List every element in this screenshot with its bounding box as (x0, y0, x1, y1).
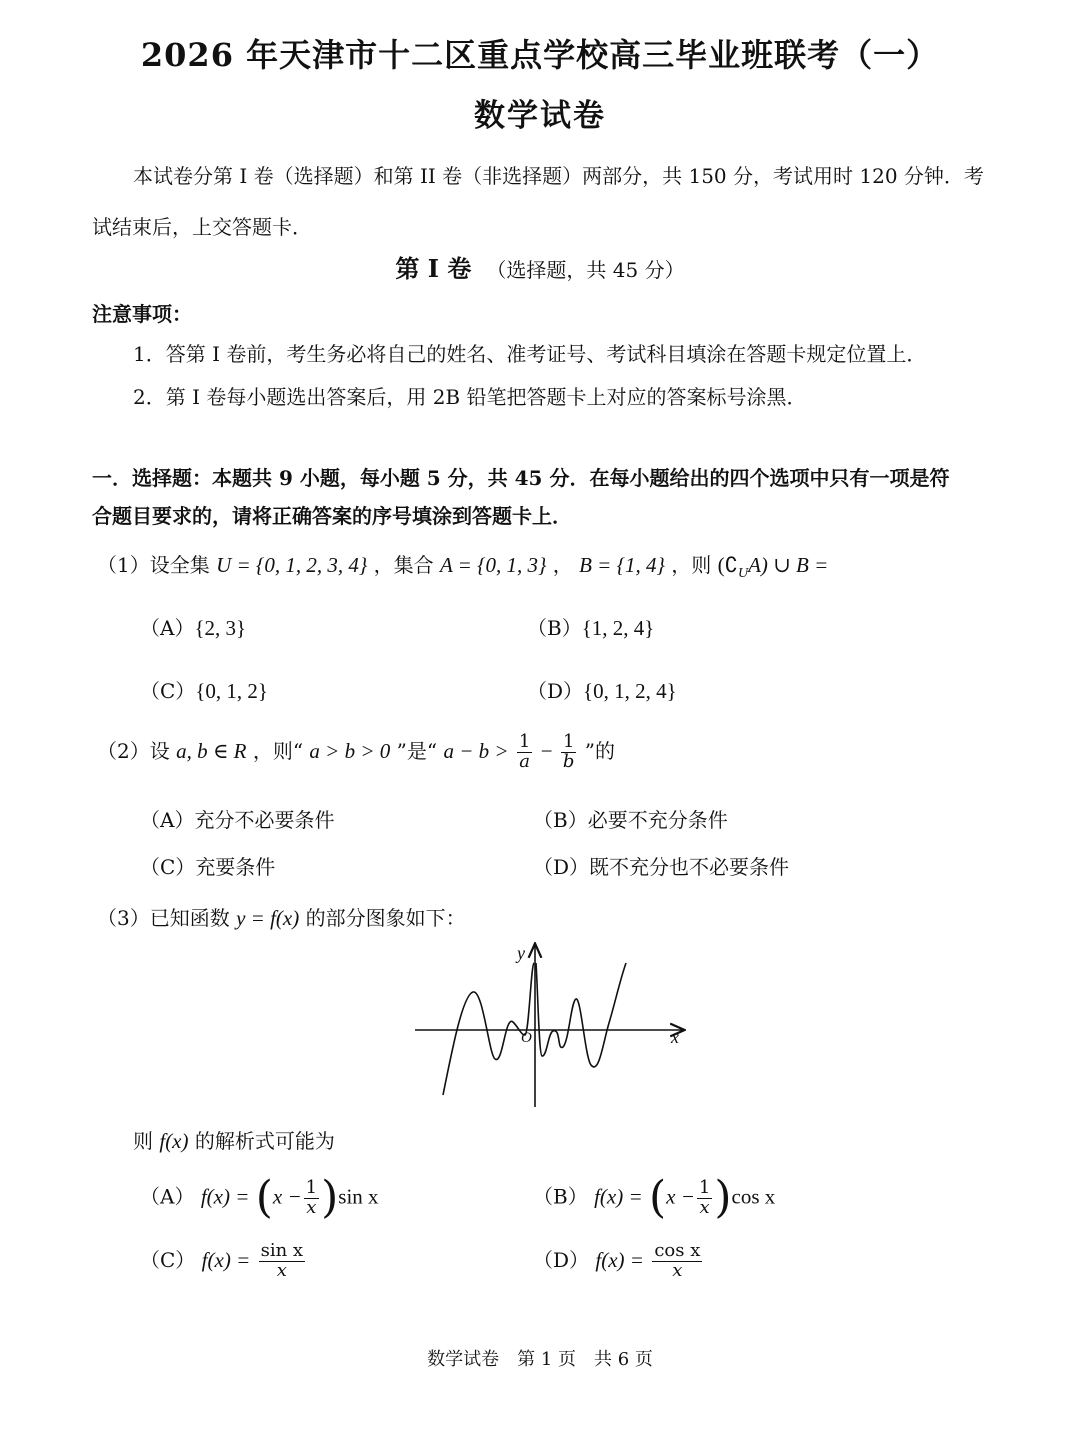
q3-stem (97, 902, 466, 931)
q2-label: （2）设 (97, 738, 170, 763)
q2-cond1: a > b > 0 (309, 738, 391, 763)
option-lhs: f(x) = (201, 1247, 251, 1272)
q1-sep: ， (552, 553, 573, 577)
option-fraction (259, 1242, 305, 1281)
q2-minus: − (540, 738, 553, 763)
left-paren: ( (648, 1172, 667, 1223)
q2-cond2-head: a − b > (443, 738, 509, 763)
option-lhs: f(x) = (594, 1184, 643, 1209)
q2-option-d[interactable] (533, 851, 789, 880)
option-label: （C） (140, 679, 196, 703)
section1-line-1: 一．选择题：本题共 9 小题，每小题 5 分，共 45 分．在每小题给出的四个选项中只有一项是符 (92, 466, 950, 490)
q3-tail: 的部分图象如下： (305, 906, 466, 930)
q3-func: y = f(x) (236, 906, 300, 930)
fraction-denominator: x (306, 1196, 317, 1218)
option-value: 充分不必要条件 (194, 808, 335, 832)
q2-fraction-2 (561, 733, 577, 772)
q1-mid: ，集合 (373, 553, 434, 577)
exam-subtitle: 数学试卷 (474, 98, 606, 134)
option-value: {2, 3} (194, 616, 247, 640)
option-label: （A） (140, 1184, 195, 1209)
fraction-numerator: 1 (305, 1176, 318, 1198)
q2-then: ，则“ (252, 738, 304, 763)
part1-heading-note: （选择题，共 45 分） (486, 258, 685, 282)
notice-item-2: 2．第 I 卷每小题选出答案后，用 2B 铅笔把答题卡上对应的答案标号涂黑． (133, 385, 807, 409)
q1-expr-sub: U (737, 566, 749, 582)
q3-function-graph (405, 935, 695, 1115)
q1-expr (717, 553, 829, 582)
option-value: 必要不充分条件 (587, 808, 728, 832)
q1-a-set: A = {0, 1, 3} (439, 553, 547, 577)
fraction-numerator: 1 (518, 731, 531, 752)
option-label: （D） (533, 1247, 590, 1272)
option-inner: x − (666, 1184, 695, 1209)
y-axis-label: y (517, 943, 525, 963)
q2-vars: a, b ∈ R (176, 738, 247, 763)
function-curve-left (443, 963, 534, 1095)
notice-title: 注意事项： (92, 302, 192, 326)
q3-option-c[interactable] (140, 1242, 307, 1281)
q3-label: （3）已知函数 (97, 906, 230, 930)
option-fraction (304, 1176, 319, 1218)
option-label: （D） (533, 855, 590, 879)
x-axis-label: x (671, 1027, 679, 1047)
part1-heading-title: 第 I 卷 (395, 254, 472, 283)
q1-then: ，则 (671, 553, 712, 577)
option-label: （C） (140, 855, 196, 879)
q1-b-set: B = {1, 4} (579, 553, 665, 577)
q1-u-set: U = {0, 1, 2, 3, 4} (216, 553, 368, 577)
option-label: （C） (140, 1247, 196, 1272)
option-lhs: f(x) = (595, 1247, 644, 1272)
q1-expr-head: (∁ (717, 553, 738, 577)
q1-option-d[interactable] (527, 675, 677, 704)
option-value: {0, 1, 2, 4} (583, 679, 677, 703)
option-fraction (697, 1176, 712, 1218)
left-paren: ( (255, 1172, 273, 1223)
fraction-denominator: b (562, 750, 575, 772)
q2-mid: ”是“ (396, 738, 438, 763)
q3-prompt-tail: 的解析式可能为 (194, 1129, 335, 1153)
option-label: （B） (527, 616, 582, 640)
right-paren: ) (714, 1172, 732, 1223)
fraction-denominator: a (519, 750, 530, 772)
fraction-numerator: 1 (562, 731, 575, 752)
option-trig: cos x (731, 1184, 776, 1209)
q2-option-c[interactable] (140, 851, 275, 880)
option-value: {0, 1, 2} (195, 679, 268, 703)
q1-stem (97, 549, 828, 582)
fraction-denominator: x (699, 1196, 710, 1218)
origin-label: O (521, 1030, 532, 1046)
option-fraction (652, 1242, 702, 1281)
q3-option-b[interactable] (533, 1172, 776, 1223)
option-label: （A） (140, 616, 195, 640)
fraction-denominator: x (276, 1259, 287, 1281)
fraction-numerator: 1 (698, 1176, 711, 1198)
q1-option-a[interactable] (140, 612, 246, 641)
q3-option-a[interactable] (140, 1172, 379, 1223)
part1-heading (0, 249, 1080, 284)
q2-tail: ”的 (584, 738, 616, 763)
option-label: （B） (533, 808, 588, 832)
option-lhs: f(x) = (200, 1184, 250, 1209)
q2-fraction-1 (517, 733, 532, 772)
option-label: （D） (527, 679, 584, 703)
section1-line-2: 合题目要求的，请将正确答案的序号填涂到答题卡上． (92, 504, 572, 528)
q3-prompt (133, 1125, 335, 1154)
option-value: 充要条件 (195, 855, 276, 879)
option-value: {1, 2, 4} (581, 616, 655, 640)
option-label: （A） (140, 808, 195, 832)
option-value: 既不充分也不必要条件 (589, 855, 790, 879)
q3-option-d[interactable] (533, 1242, 704, 1281)
fraction-numerator: cos x (654, 1240, 701, 1261)
right-paren: ) (321, 1172, 339, 1223)
function-curve-right (536, 963, 626, 1067)
exam-title: 2026 年天津市十二区重点学校高三毕业班联考（一） (140, 36, 940, 74)
q1-expr-tail: A) ∪ B = (748, 553, 829, 577)
q1-option-b[interactable] (527, 612, 654, 641)
q3-prompt-func: f(x) (159, 1129, 189, 1153)
q3-prompt-head: 则 (133, 1129, 153, 1153)
option-inner: x − (272, 1184, 302, 1209)
q2-stem (97, 733, 615, 772)
intro-line-2: 试结束后，上交答题卡． (92, 215, 312, 239)
option-label: （B） (533, 1184, 588, 1209)
option-trig: sin x (338, 1184, 379, 1209)
intro-line-1: 本试卷分第 I 卷（选择题）和第 II 卷（非选择题）两部分，共 150 分，考试用时 120 分钟．考 (133, 164, 984, 188)
q2-option-b[interactable] (533, 804, 728, 833)
q2-option-a[interactable] (140, 804, 334, 833)
q1-option-c[interactable] (140, 675, 268, 704)
page-footer: 数学试卷 第 1 页 共 6 页 (427, 1349, 653, 1370)
q1-label: （1）设全集 (97, 553, 210, 577)
notice-item-1: 1．答第 I 卷前，考生务必将自己的姓名、准考证号、考试科目填涂在答题卡规定位置上． (133, 342, 927, 366)
fraction-denominator: x (672, 1259, 683, 1281)
fraction-numerator: sin x (260, 1240, 304, 1261)
